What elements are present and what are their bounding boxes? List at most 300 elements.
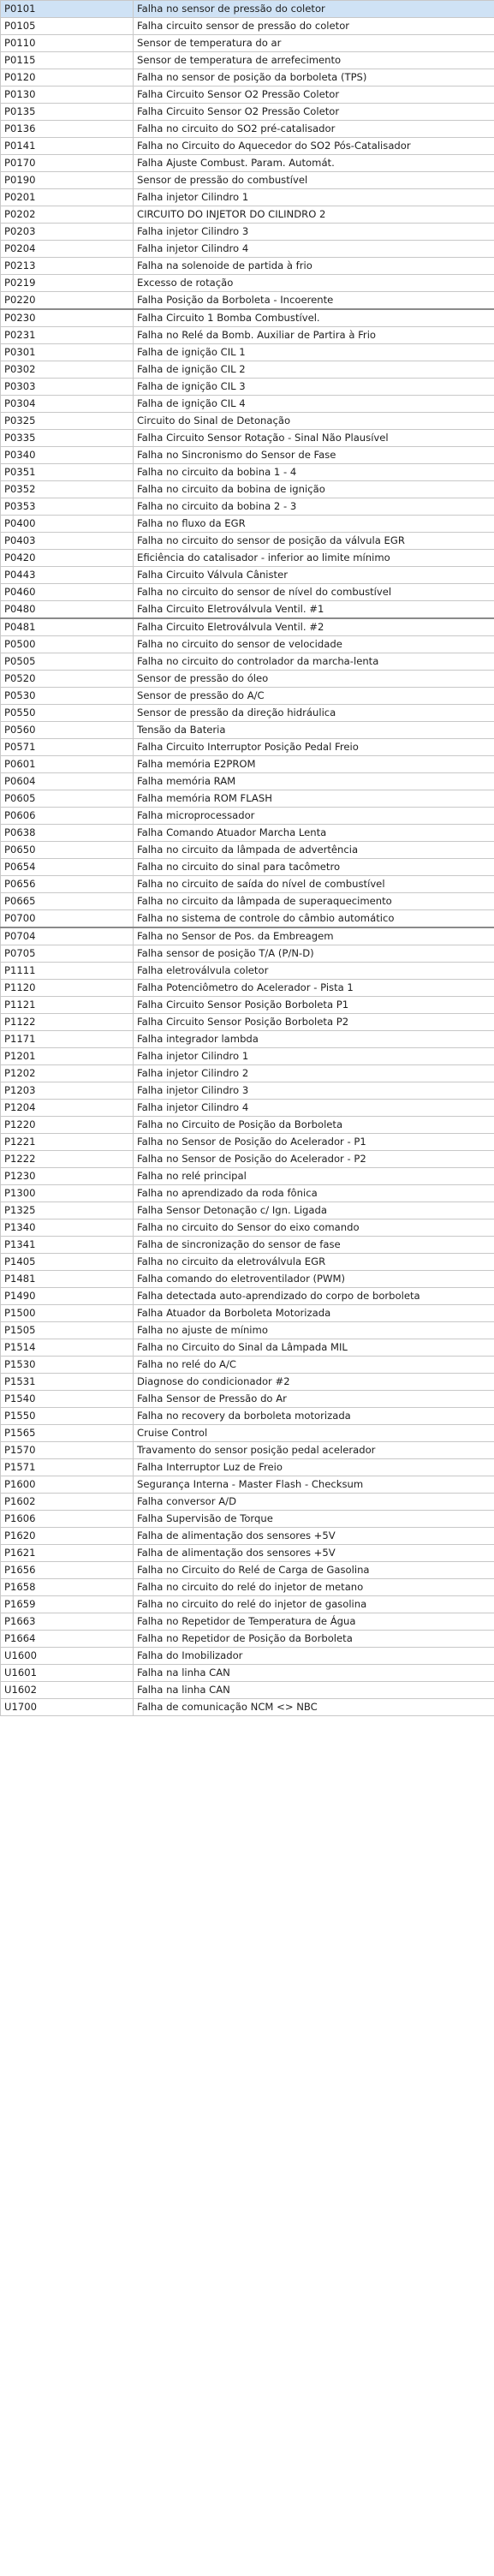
fault-description-cell: Falha no circuito do sensor de nível do combustível [134,584,494,601]
fault-code-cell: P0505 [1,653,134,671]
fault-description-cell: Tensão da Bateria [134,722,494,739]
table-row [1,69,494,86]
fault-code-cell: P1202 [1,1065,134,1082]
fault-description-cell: Falha Circuito Eletroválvula Ventil. #2 [134,618,494,636]
table-row [1,327,494,344]
fault-code-cell: P0110 [1,35,134,52]
table-row [1,206,494,224]
table-row [1,1665,494,1682]
fault-code-cell: P0201 [1,189,134,206]
table-row [1,1288,494,1305]
table-row [1,1237,494,1254]
fault-description-cell: Falha no Sensor de Posição do Acelerador - P1 [134,1134,494,1151]
fault-code-cell: P1530 [1,1357,134,1374]
table-row [1,18,494,35]
table-row [1,550,494,567]
fault-code-cell: P0219 [1,275,134,292]
fault-description-cell: Falha no circuito do relé do injetor de gasolina [134,1596,494,1613]
fault-description-cell: Falha no Repetidor de Posição da Borboleta [134,1631,494,1648]
fault-description-cell: Falha de alimentação dos sensores +5V [134,1528,494,1545]
fault-code-cell: P0190 [1,172,134,189]
fault-code-cell: P1540 [1,1391,134,1408]
fault-code-cell: P1565 [1,1425,134,1442]
fault-description-cell: Falha no circuito do sinal para tacômetro [134,859,494,876]
table-row [1,601,494,619]
fault-description-cell: Sensor de pressão do óleo [134,671,494,688]
fault-description-cell: Falha circuito sensor de pressão do coletor [134,18,494,35]
fault-code-cell: P0560 [1,722,134,739]
fault-code-cell: P1505 [1,1322,134,1339]
fault-code-cell: P0665 [1,893,134,910]
fault-description-cell: Falha Sensor de Pressão do Ar [134,1391,494,1408]
table-row [1,1,494,18]
fault-code-cell: P0571 [1,739,134,756]
table-row [1,842,494,859]
table-row [1,1579,494,1596]
fault-code-cell: P1221 [1,1134,134,1151]
fault-description-cell: Falha de comunicação NCM <> NBC [134,1699,494,1716]
fault-code-cell: P0656 [1,876,134,893]
fault-code-cell: P0213 [1,258,134,275]
fault-description-cell: Falha no Circuito do Relé de Carga de Gasolina [134,1562,494,1579]
table-row [1,121,494,138]
fault-code-cell: P1204 [1,1100,134,1117]
fault-code-cell: P1500 [1,1305,134,1322]
table-row [1,1168,494,1185]
fault-description-cell: Sensor de temperatura do ar [134,35,494,52]
fault-description-cell: Falha injetor Cilindro 1 [134,1048,494,1065]
fault-code-cell: U1600 [1,1648,134,1665]
table-row [1,1374,494,1391]
table-row [1,1031,494,1048]
table-row [1,1476,494,1494]
fault-description-cell: Falha no circuito do controlador da marcha-lenta [134,653,494,671]
fault-code-cell: P1122 [1,1014,134,1031]
table-row [1,413,494,430]
fault-code-cell: P0141 [1,138,134,155]
fault-description-cell: Excesso de rotação [134,275,494,292]
fault-code-cell: P1405 [1,1254,134,1271]
fault-description-cell: Falha no circuito do sensor de velocidade [134,636,494,653]
fault-code-cell: P0101 [1,1,134,18]
table-row [1,1528,494,1545]
table-row [1,773,494,790]
fault-code-cell: P1602 [1,1494,134,1511]
fault-code-cell: P0481 [1,618,134,636]
fault-description-cell: Falha memória ROM FLASH [134,790,494,808]
table-row [1,533,494,550]
fault-code-cell: P0443 [1,567,134,584]
table-row [1,379,494,396]
fault-description-cell: Falha Potenciômetro do Acelerador - Pista 1 [134,980,494,997]
table-row [1,1408,494,1425]
fault-description-cell: Falha integrador lambda [134,1031,494,1048]
fault-code-cell: P0500 [1,636,134,653]
fault-description-cell: Falha no fluxo da EGR [134,516,494,533]
fault-code-table-body [1,1,494,1716]
fault-description-cell: Falha Sensor Detonação c/ Ign. Ligada [134,1202,494,1219]
table-row [1,1185,494,1202]
fault-description-cell: Sensor de pressão do A/C [134,688,494,705]
table-row [1,396,494,413]
fault-description-cell: Falha no circuito da bobina 1 - 4 [134,464,494,481]
fault-description-cell: Falha Interruptor Luz de Freio [134,1459,494,1476]
fault-code-cell: P0135 [1,104,134,121]
fault-code-cell: P1571 [1,1459,134,1476]
fault-description-cell: Falha Circuito Sensor O2 Pressão Coletor [134,104,494,121]
table-row [1,567,494,584]
table-row [1,1425,494,1442]
table-row [1,516,494,533]
table-row [1,1339,494,1357]
fault-code-cell: P0654 [1,859,134,876]
fault-description-cell: Falha no circuito do sensor de posição da válvula EGR [134,533,494,550]
fault-code-cell: P1620 [1,1528,134,1545]
fault-code-cell: P1230 [1,1168,134,1185]
table-row [1,1511,494,1528]
table-row [1,1254,494,1271]
fault-description-cell: Falha injetor Cilindro 3 [134,1082,494,1100]
fault-description-cell: Falha no circuito de saída do nível de combustível [134,876,494,893]
fault-code-cell: P0460 [1,584,134,601]
fault-description-cell: Falha Posição da Borboleta - Incoerente [134,292,494,310]
fault-description-cell: Falha no Sincronismo do Sensor de Fase [134,447,494,464]
fault-description-cell: Falha no circuito do relé do injetor de metano [134,1579,494,1596]
fault-code-cell: P1222 [1,1151,134,1168]
fault-description-cell: Eficiência do catalisador - inferior ao limite mínimo [134,550,494,567]
fault-description-cell: Diagnose do condicionador #2 [134,1374,494,1391]
table-row [1,344,494,361]
fault-description-cell: Travamento do sensor posição pedal acelerador [134,1442,494,1459]
fault-code-cell: P0115 [1,52,134,69]
table-row [1,309,494,327]
fault-description-cell: Falha no circuito do Sensor do eixo comando [134,1219,494,1237]
fault-code-cell: P1606 [1,1511,134,1528]
fault-code-cell: P0704 [1,927,134,945]
fault-description-cell: Falha no circuito da lâmpada de superaquecimento [134,893,494,910]
fault-description-cell: Falha injetor Cilindro 4 [134,1100,494,1117]
fault-description-cell: Falha injetor Cilindro 4 [134,241,494,258]
fault-code-cell: P0105 [1,18,134,35]
fault-description-cell: Cruise Control [134,1425,494,1442]
fault-description-cell: Falha no recovery da borboleta motorizada [134,1408,494,1425]
table-row [1,893,494,910]
fault-description-cell: Falha no aprendizado da roda fônica [134,1185,494,1202]
fault-code-cell: P0480 [1,601,134,619]
fault-description-cell: Sensor de pressão da direção hidráulica [134,705,494,722]
fault-description-cell: Falha Supervisão de Torque [134,1511,494,1528]
table-row [1,172,494,189]
fault-description-cell: Falha na solenoide de partida à frio [134,258,494,275]
fault-description-cell: Falha do Imobilizador [134,1648,494,1665]
fault-code-cell: P1111 [1,963,134,980]
table-row [1,1682,494,1699]
table-row [1,361,494,379]
fault-code-cell: P0705 [1,945,134,963]
fault-description-cell: Falha detectada auto-aprendizado do corpo de borboleta [134,1288,494,1305]
fault-code-cell: P0604 [1,773,134,790]
table-row [1,876,494,893]
fault-description-cell: Falha no circuito da bobina 2 - 3 [134,498,494,516]
fault-code-cell: P1481 [1,1271,134,1288]
fault-description-cell: Falha no circuito da lâmpada de advertência [134,842,494,859]
table-row [1,1648,494,1665]
fault-description-cell: Falha de ignição CIL 1 [134,344,494,361]
fault-code-cell: P0601 [1,756,134,773]
fault-code-cell: P1514 [1,1339,134,1357]
fault-description-cell: Falha no relé principal [134,1168,494,1185]
fault-code-cell: P0400 [1,516,134,533]
fault-description-cell: Falha Circuito Válvula Cânister [134,567,494,584]
fault-code-cell: P1341 [1,1237,134,1254]
table-row [1,618,494,636]
fault-code-cell: P0403 [1,533,134,550]
fault-description-cell: Falha Atuador da Borboleta Motorizada [134,1305,494,1322]
fault-description-cell: Falha Comando Atuador Marcha Lenta [134,825,494,842]
fault-description-cell: Falha microprocessador [134,808,494,825]
fault-description-cell: Falha no relé do A/C [134,1357,494,1374]
fault-code-cell: P0231 [1,327,134,344]
table-row [1,1048,494,1065]
table-row [1,1613,494,1631]
fault-code-cell: P0351 [1,464,134,481]
table-row [1,1631,494,1648]
fault-code-cell: P0520 [1,671,134,688]
table-row [1,1391,494,1408]
fault-code-cell: P0420 [1,550,134,567]
fault-code-cell: P1656 [1,1562,134,1579]
fault-code-cell: P0301 [1,344,134,361]
fault-description-cell: Falha Circuito Sensor O2 Pressão Coletor [134,86,494,104]
table-row [1,1596,494,1613]
table-row [1,1699,494,1716]
fault-description-cell: Falha no ajuste de mínimo [134,1322,494,1339]
fault-description-cell: Falha no Circuito de Posição da Borboleta [134,1117,494,1134]
fault-code-cell: P1201 [1,1048,134,1065]
fault-code-cell: P1340 [1,1219,134,1237]
fault-code-cell: P0303 [1,379,134,396]
fault-description-cell: Falha no sistema de controle do câmbio automático [134,910,494,928]
fault-description-cell: Falha no Circuito do Sinal da Lâmpada MIL [134,1339,494,1357]
fault-description-cell: Falha no Repetidor de Temperatura de Água [134,1613,494,1631]
fault-description-cell: Falha no sensor de posição da borboleta (TPS) [134,69,494,86]
table-row [1,447,494,464]
fault-description-cell: Falha conversor A/D [134,1494,494,1511]
table-row [1,756,494,773]
fault-code-cell: U1602 [1,1682,134,1699]
table-row [1,1459,494,1476]
table-row [1,722,494,739]
fault-description-cell: Falha de sincronização do sensor de fase [134,1237,494,1254]
fault-description-cell: Falha Circuito Sensor Posição Borboleta P1 [134,997,494,1014]
table-row [1,584,494,601]
fault-description-cell: Falha no Sensor de Posição do Acelerador - P2 [134,1151,494,1168]
table-row [1,86,494,104]
fault-description-cell: Falha Circuito 1 Bomba Combustível. [134,309,494,327]
table-row [1,1271,494,1288]
table-row [1,430,494,447]
fault-code-cell: P0353 [1,498,134,516]
fault-code-cell: P0120 [1,69,134,86]
fault-code-cell: U1601 [1,1665,134,1682]
fault-code-cell: P0340 [1,447,134,464]
table-row [1,1100,494,1117]
fault-code-cell: P1663 [1,1613,134,1631]
table-row [1,1562,494,1579]
fault-code-cell: P0605 [1,790,134,808]
fault-code-cell: P1220 [1,1117,134,1134]
table-row [1,1322,494,1339]
fault-code-cell: P0302 [1,361,134,379]
table-row [1,292,494,310]
fault-description-cell: Falha memória E2PROM [134,756,494,773]
table-row [1,739,494,756]
table-row [1,859,494,876]
fault-description-cell: Falha eletroválvula coletor [134,963,494,980]
fault-code-cell: P0170 [1,155,134,172]
table-row [1,945,494,963]
table-row [1,498,494,516]
fault-code-cell: P1659 [1,1596,134,1613]
fault-code-cell: P0204 [1,241,134,258]
table-row [1,910,494,928]
table-row [1,808,494,825]
fault-code-cell: P1171 [1,1031,134,1048]
fault-description-cell: Falha de ignição CIL 4 [134,396,494,413]
table-row [1,1134,494,1151]
table-row [1,1151,494,1168]
table-row [1,1065,494,1082]
fault-description-cell: Circuito do Sinal de Detonação [134,413,494,430]
fault-code-cell: P0335 [1,430,134,447]
fault-code-cell: P1300 [1,1185,134,1202]
table-row [1,275,494,292]
table-row [1,997,494,1014]
fault-code-cell: P0230 [1,309,134,327]
table-row [1,653,494,671]
table-row [1,636,494,653]
fault-code-cell: P1325 [1,1202,134,1219]
fault-code-cell: P0130 [1,86,134,104]
table-row [1,224,494,241]
fault-code-cell: P0352 [1,481,134,498]
table-row [1,1494,494,1511]
fault-description-cell: Falha Circuito Eletroválvula Ventil. #1 [134,601,494,619]
fault-code-cell: P1600 [1,1476,134,1494]
table-row [1,927,494,945]
table-row [1,671,494,688]
table-row [1,980,494,997]
fault-description-cell: Falha de ignição CIL 2 [134,361,494,379]
table-row [1,825,494,842]
table-row [1,155,494,172]
fault-code-cell: P0325 [1,413,134,430]
table-row [1,258,494,275]
fault-code-cell: P0136 [1,121,134,138]
table-row [1,138,494,155]
fault-code-cell: P1664 [1,1631,134,1648]
fault-code-cell: P1570 [1,1442,134,1459]
table-row [1,104,494,121]
fault-code-cell: P0650 [1,842,134,859]
fault-code-cell: P1621 [1,1545,134,1562]
table-row [1,1545,494,1562]
table-row [1,1082,494,1100]
fault-code-cell: P0203 [1,224,134,241]
fault-description-cell: Falha de ignição CIL 3 [134,379,494,396]
fault-description-cell: Falha na linha CAN [134,1665,494,1682]
table-row [1,963,494,980]
table-row [1,189,494,206]
fault-description-cell: Falha sensor de posição T/A (P/N-D) [134,945,494,963]
fault-description-cell: Falha no sensor de pressão do coletor [134,1,494,18]
table-row [1,52,494,69]
fault-description-cell: Sensor de temperatura de arrefecimento [134,52,494,69]
fault-code-cell: P0550 [1,705,134,722]
table-row [1,1305,494,1322]
table-row [1,1442,494,1459]
table-row [1,790,494,808]
fault-code-cell: P0220 [1,292,134,310]
fault-code-cell: P1490 [1,1288,134,1305]
fault-code-cell: P0700 [1,910,134,928]
fault-description-cell: Falha no Sensor de Pos. da Embreagem [134,927,494,945]
fault-description-cell: Falha injetor Cilindro 3 [134,224,494,241]
fault-description-cell: Falha de alimentação dos sensores +5V [134,1545,494,1562]
table-row [1,1219,494,1237]
fault-code-cell: P0202 [1,206,134,224]
table-row [1,705,494,722]
fault-description-cell: Falha na linha CAN [134,1682,494,1699]
fault-description-cell: Segurança Interna - Master Flash - Checksum [134,1476,494,1494]
fault-code-cell: P1120 [1,980,134,997]
fault-description-cell: Falha Circuito Interruptor Posição Pedal Freio [134,739,494,756]
fault-code-cell: P1203 [1,1082,134,1100]
fault-description-cell: CIRCUITO DO INJETOR DO CILINDRO 2 [134,206,494,224]
fault-description-cell: Falha no circuito da bobina de ignição [134,481,494,498]
table-row [1,481,494,498]
table-row [1,464,494,481]
fault-description-cell: Falha injetor Cilindro 2 [134,1065,494,1082]
fault-code-cell: P0638 [1,825,134,842]
table-row [1,688,494,705]
fault-description-cell: Falha no Relé da Bomb. Auxiliar de Partira à Frio [134,327,494,344]
fault-description-cell: Falha injetor Cilindro 1 [134,189,494,206]
fault-code-cell: P1121 [1,997,134,1014]
fault-description-cell: Falha comando do eletroventilador (PWM) [134,1271,494,1288]
fault-description-cell: Falha Circuito Sensor Posição Borboleta P2 [134,1014,494,1031]
fault-description-cell: Falha no circuito da eletroválvula EGR [134,1254,494,1271]
fault-description-cell: Falha no Circuito do Aquecedor do SO2 Pós-Catalisador [134,138,494,155]
table-row [1,1202,494,1219]
fault-code-cell: P1531 [1,1374,134,1391]
fault-description-cell: Falha memória RAM [134,773,494,790]
fault-description-cell: Falha Circuito Sensor Rotação - Sinal Não Plausível [134,430,494,447]
table-row [1,35,494,52]
fault-description-cell: Sensor de pressão do combustível [134,172,494,189]
fault-code-cell: U1700 [1,1699,134,1716]
table-row [1,1014,494,1031]
fault-code-cell: P0304 [1,396,134,413]
fault-code-cell: P0606 [1,808,134,825]
fault-code-cell: P1658 [1,1579,134,1596]
fault-description-cell: Falha Ajuste Combust. Param. Automát. [134,155,494,172]
fault-code-cell: P1550 [1,1408,134,1425]
fault-code-cell: P0530 [1,688,134,705]
table-row [1,241,494,258]
table-row [1,1357,494,1374]
fault-description-cell: Falha no circuito do SO2 pré-catalisador [134,121,494,138]
